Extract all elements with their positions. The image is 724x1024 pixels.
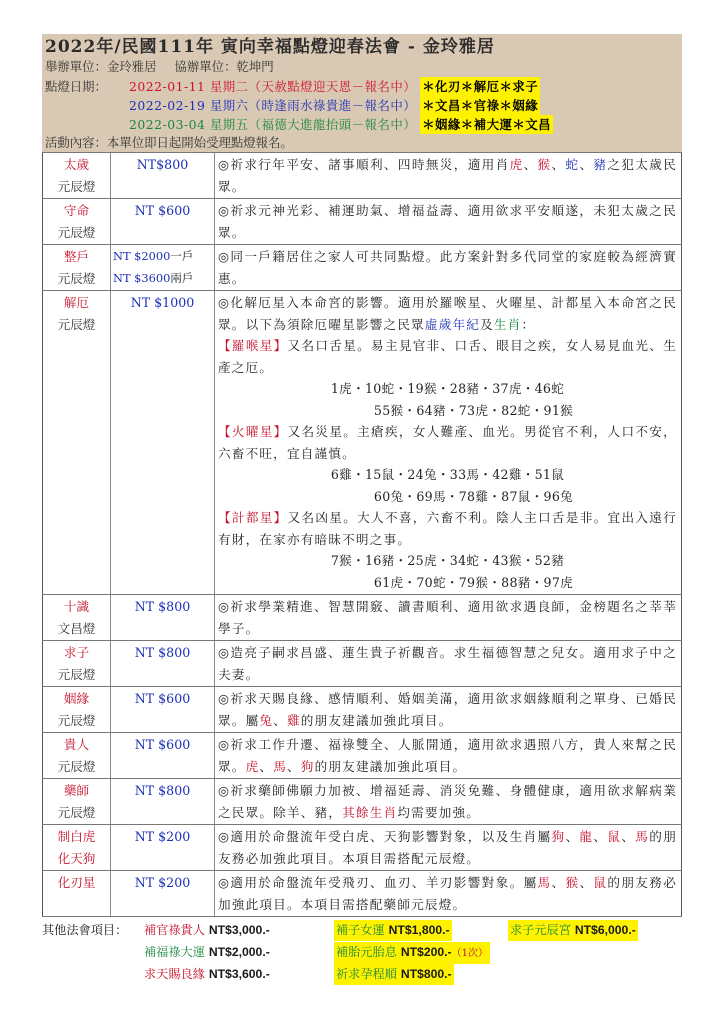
lamp-name: 十識 bbox=[63, 599, 90, 614]
lamp-type: 元辰燈 bbox=[57, 224, 96, 240]
co-organizer: 協辦單位：乾坤門 bbox=[174, 59, 274, 74]
lamp-name: 姻緣 bbox=[63, 691, 90, 706]
lamp-type: 元辰燈 bbox=[57, 712, 96, 728]
table-row bbox=[43, 779, 682, 825]
table-row bbox=[43, 291, 682, 595]
date-row-2 bbox=[45, 96, 679, 115]
age-list: 1虎・10蛇・19猴・28豬・37虎・46蛇 bbox=[330, 381, 565, 396]
table-row bbox=[43, 199, 682, 245]
date-text: 2022-03-04 星期五（福德大進龍抬頭－報名中） bbox=[129, 116, 417, 132]
lamp-price: NT $800 bbox=[111, 779, 215, 825]
age-list: 55猴・64豬・73虎・82蛇・91猴 bbox=[373, 402, 574, 418]
lamp-name: 太歲 bbox=[63, 157, 90, 172]
lamp-description: ◎祈求行年平安、諸事順利、四時無災，適用肖虎、猴、蛇、豬之犯太歲民眾。 bbox=[215, 153, 682, 199]
date-badge: ＊姻緣＊補大運＊文昌 bbox=[422, 116, 552, 132]
table-row bbox=[43, 595, 682, 641]
lamp-price: NT $1000 bbox=[111, 291, 215, 595]
lamp-name: 整戶 bbox=[63, 249, 90, 264]
lamp-price: NT $800 bbox=[111, 595, 215, 641]
service-item: 祈求孕程順 NT$800.- bbox=[334, 964, 454, 985]
header-panel bbox=[42, 34, 682, 152]
age-list: 7猴・16豬・25虎・34蛇・43猴・52豬 bbox=[330, 553, 565, 568]
date-label: 點燈日期： bbox=[45, 78, 107, 94]
lamp-type: 元辰燈 bbox=[57, 804, 96, 820]
date-row-1 bbox=[45, 77, 679, 96]
service-item: 補福祿大運 NT$2,000.- bbox=[144, 945, 270, 959]
table-row bbox=[43, 153, 682, 199]
date-badge: ＊化刃＊解厄＊求子 bbox=[422, 78, 539, 94]
table-row bbox=[43, 871, 682, 917]
jiee-intro: ◎化解厄星入本命宮的影響。適用於羅喉星、火曜星、計都星入本命宮之民眾。以下為須除厄曜星影響之民眾虛歲年紀及生肖： bbox=[218, 295, 677, 332]
lamp-type: 元辰燈 bbox=[57, 270, 96, 286]
star-luohou: 【羅喉星】又名口舌星。易主見官非、口舌、眼目之疾，女人易見血光、生產之厄。 bbox=[218, 338, 677, 375]
other-services-label: 其他法會項目： bbox=[42, 923, 128, 937]
table-row bbox=[43, 641, 682, 687]
table-row bbox=[43, 825, 682, 871]
lamp-description: ◎祈求工作升遷、福祿雙全、人脈開通，適用欲求遇照八方，貴人來幫之民眾。虎、馬、狗的朋友建議加強此項目。 bbox=[215, 733, 682, 779]
age-list: 60兔・69馬・78雞・87鼠・96兔 bbox=[373, 488, 574, 504]
lamp-table bbox=[42, 152, 682, 917]
table-row bbox=[43, 687, 682, 733]
lamp-type: 元辰燈 bbox=[57, 178, 96, 194]
lamp-description bbox=[215, 291, 682, 595]
lamp-price: NT $200 bbox=[111, 871, 215, 917]
lamp-description: ◎祈求天賜良緣、感情順利、婚姻美滿，適用欲求姻緣順利之單身、已婚民眾。屬兔、雞的朋友建議加強此項目。 bbox=[215, 687, 682, 733]
lamp-type: 元辰燈 bbox=[57, 666, 96, 682]
date-text: 2022-02-19 星期六（時逢雨水祿貴進－報名中） bbox=[129, 97, 417, 113]
lamp-description: ◎造亮子嗣求昌盛、蓮生貴子祈觀音。求生福德智慧之兒女。適用求子中之夫妻。 bbox=[215, 641, 682, 687]
lamp-description: ◎祈求藥師佛願力加被、增福延壽、消災免難、身體健康，適用欲求解病業之民眾。除羊、豬，其餘生肖均需要加強。 bbox=[215, 779, 682, 825]
activity-line: 活動內容：本單位即日起開始受理點燈報名。 bbox=[45, 134, 293, 150]
table-row bbox=[43, 245, 682, 291]
lamp-name: 化刃星 bbox=[57, 875, 96, 890]
lamp-description: ◎祈求元神光彩、補運助氣、增福益壽、適用欲求平安順遂，未犯太歲之民眾。 bbox=[215, 199, 682, 245]
lamp-price: NT $600 bbox=[111, 687, 215, 733]
lamp-name: 求子 bbox=[63, 645, 90, 660]
table-row bbox=[43, 733, 682, 779]
organizer-line bbox=[45, 58, 679, 77]
lamp-description: ◎祈求學業精進、智慧開竅、讀書順利、適用欲求遇良師，金榜題名之莘莘學子。 bbox=[215, 595, 682, 641]
lamp-type: 化天狗 bbox=[57, 850, 96, 866]
date-badge: ＊文昌＊官祿＊姻緣 bbox=[422, 97, 539, 113]
lamp-price: NT $600 bbox=[111, 733, 215, 779]
lamp-name: 守命 bbox=[63, 203, 90, 218]
organizer: 舉辦單位：金玲雅居 bbox=[45, 59, 157, 74]
page-title: 2022年/民國111年 寅向幸福點燈迎春法會 - 金玲雅居 bbox=[45, 37, 495, 57]
service-item: 補子女運 NT$1,800.- bbox=[334, 920, 452, 941]
lamp-price: NT $200 bbox=[111, 825, 215, 871]
star-huoyao: 【火曜星】又名災星。主瘡疾，女人難產、血光。男從官不利，人口不安，六畜不旺，宜自謹慎。 bbox=[218, 424, 677, 461]
lamp-name: 解厄 bbox=[63, 295, 90, 310]
lamp-description: ◎同一戶籍居住之家人可共同點燈。此方案針對多代同堂的家庭較為經濟實惠。 bbox=[215, 245, 682, 291]
other-services bbox=[42, 920, 682, 990]
service-item: 求子元辰宮 NT$6,000.- bbox=[508, 920, 638, 941]
lamp-name: 制白虎 bbox=[57, 829, 96, 844]
age-list: 61虎・70蛇・79猴・88豬・97虎 bbox=[373, 574, 574, 590]
service-item: 補官祿貴人 NT$3,000.- bbox=[144, 923, 270, 937]
lamp-price: NT$800 bbox=[111, 153, 215, 199]
date-row-3 bbox=[45, 115, 679, 134]
lamp-type: 元辰燈 bbox=[57, 316, 96, 332]
lamp-type: 文昌燈 bbox=[57, 620, 96, 636]
lamp-price: NT $800 bbox=[111, 641, 215, 687]
service-item: 求天賜良緣 NT$3,600.- bbox=[144, 967, 270, 981]
lamp-price: NT $2000一戶 NT $3600兩戶 bbox=[111, 245, 215, 291]
age-list: 6雞・15鼠・24兔・33馬・42雞・51鼠 bbox=[330, 467, 565, 482]
lamp-name: 藥師 bbox=[63, 783, 90, 798]
lamp-description: ◎適用於命盤流年受白虎、天狗影響對象，以及生肖屬狗、龍、鼠、馬的朋友務必加強此項目。本項目需搭配元辰燈。 bbox=[215, 825, 682, 871]
star-jidu: 【計都星】又名凶星。大人不喜，六畜不利。陰人主口舌是非。宜出入遠行有財，在家亦有暗昧不明之事。 bbox=[218, 510, 677, 547]
lamp-name: 貴人 bbox=[63, 737, 90, 752]
lamp-price: NT $600 bbox=[111, 199, 215, 245]
flyer-page bbox=[42, 34, 682, 990]
service-item: 補胎元胎息 NT$200.-（1次） bbox=[334, 942, 490, 964]
date-text: 2022-01-11 星期二（天赦點燈迎天恩－報名中） bbox=[129, 78, 417, 94]
lamp-type: 元辰燈 bbox=[57, 758, 96, 774]
lamp-description: ◎適用於命盤流年受飛刃、血刃、羊刃影響對象。屬馬、猴、鼠的朋友務必加強此項目。本項目需搭配藥師元辰燈。 bbox=[215, 871, 682, 917]
